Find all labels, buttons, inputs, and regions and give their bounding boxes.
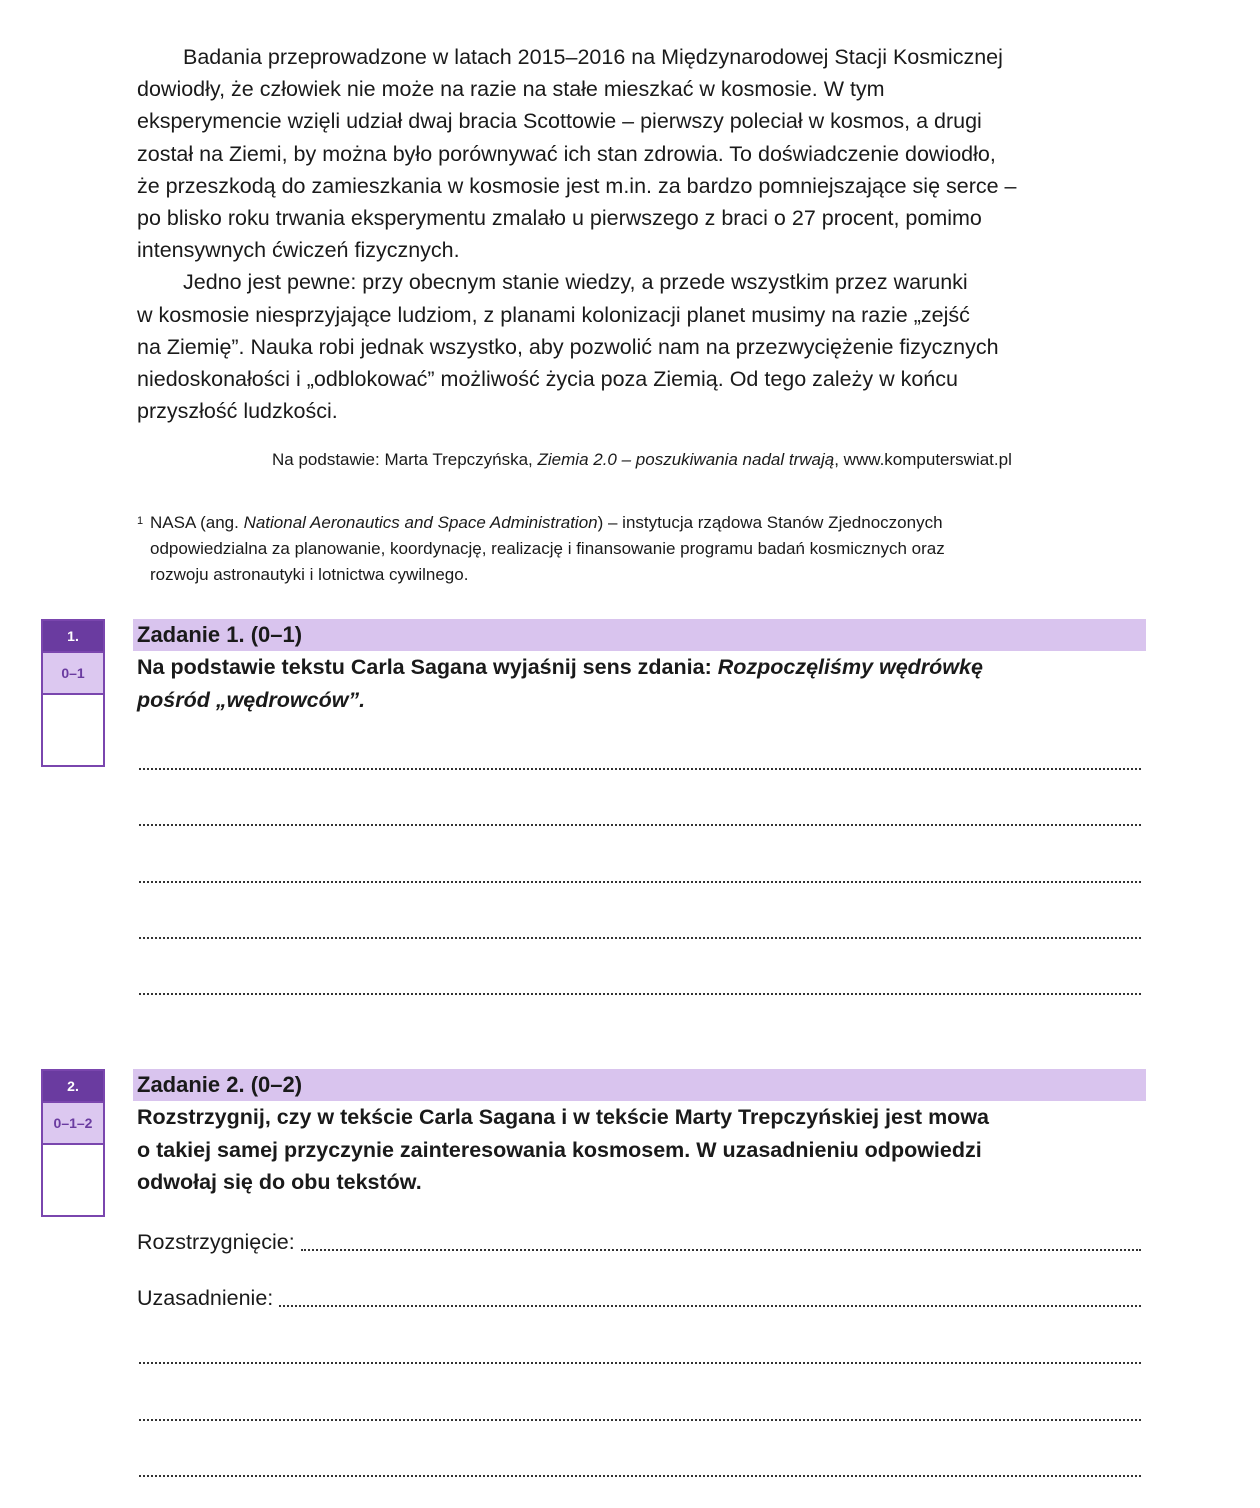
answer-line[interactable] (139, 881, 1141, 883)
passage (137, 41, 1147, 427)
task-2-header: Zadanie 2. (0–2) (133, 1069, 1146, 1101)
source-title: Ziemia 2.0 – poszukiwania nadal trwają (537, 450, 835, 469)
source-prefix: Na podstawie: Marta Trepczyńska, (272, 450, 538, 469)
decision-line[interactable] (137, 1230, 1141, 1255)
footnote-line: NASA (ang. National Aeronautics and Space Administration) – instytucja rządowa Stanów Zjednoczonych (150, 513, 943, 532)
answer-line[interactable] (139, 1475, 1141, 1477)
task-number: 2. (43, 1071, 103, 1101)
task-1-prompt: Na podstawie tekstu Carla Sagana wyjaśnij sens zdania: Rozpoczęliśmy wędrówkę pośród „wędrowców”. (137, 655, 983, 712)
passage-line: na Ziemię”. Nauka robi jednak wszystko, aby pozwolić nam na przezwyciężenie fizycznych (137, 334, 999, 359)
source-suffix: , www.komputerswiat.pl (834, 450, 1012, 469)
score-box-task-1 (41, 619, 105, 767)
score-box-task-2 (41, 1069, 105, 1217)
decision-label: Rozstrzygnięcie: (137, 1230, 295, 1254)
task-points: 0–1–2 (43, 1101, 103, 1145)
answer-line[interactable] (139, 824, 1141, 826)
answer-line[interactable] (139, 1362, 1141, 1364)
passage-line: eksperymencie wzięli udział dwaj bracia Scottowie – pierwszy poleciał w kosmos, a drugi (137, 109, 982, 134)
footnote-line: rozwoju astronautyki i lotnictwa cywilnego. (150, 565, 469, 584)
justification-label: Uzasadnienie: (137, 1286, 274, 1310)
footnote-line: odpowiedzialna za planowanie, koordynację, realizację i finansowanie programu badań kosmicznych oraz (150, 539, 945, 558)
passage-line: przyszłość ludzkości. (137, 399, 338, 424)
footnote-marker: 1 (137, 515, 144, 527)
passage-line: Badania przeprowadzone w latach 2015–2016 na Międzynarodowej Stacji Kosmicznej (183, 45, 1003, 69)
passage-line: niedoskonałości i „odblokować” możliwość życia poza Ziemią. Od tego zależy w końcu (137, 367, 958, 392)
score-field[interactable] (43, 695, 103, 765)
decision-answer-line[interactable] (301, 1249, 1141, 1251)
passage-line: po blisko roku trwania eksperymentu zmalało u pierwszego z braci o 27 procent, pomimo (137, 206, 982, 231)
answer-line[interactable] (139, 1419, 1141, 1421)
answer-line[interactable] (139, 768, 1141, 770)
task-points: 0–1 (43, 651, 103, 695)
passage-line: dowiodły, że człowiek nie może na razie na stałe mieszkać w kosmosie. W tym (137, 77, 885, 102)
answer-line[interactable] (139, 937, 1141, 939)
justification-line[interactable] (137, 1286, 1141, 1311)
passage-line: intensywnych ćwiczeń fizycznych. (137, 238, 460, 263)
source-citation (272, 450, 1012, 470)
passage-line: Jedno jest pewne: przy obecnym stanie wiedzy, a przede wszystkim przez warunki (183, 270, 968, 295)
task-2-prompt: Rozstrzygnij, czy w tekście Carla Sagana i w tekście Marty Trepczyńskiej jest mowa o takiej samej przyczynie zainteresowania kosmosem. W uzasadnieniu odpowiedzi odwołaj się do obu tekstów. (137, 1105, 990, 1194)
justification-answer-line[interactable] (279, 1305, 1141, 1307)
answer-line[interactable] (139, 993, 1141, 995)
task-number: 1. (43, 621, 103, 651)
passage-line: został na Ziemi, by można było porównywać ich stan zdrowia. To doświadczenie dowiodło, (137, 141, 996, 166)
footnote (137, 510, 945, 588)
score-field[interactable] (43, 1145, 103, 1215)
task-1-header: Zadanie 1. (0–1) (133, 619, 1146, 651)
passage-line: że przeszkodą do zamieszkania w kosmosie jest m.in. za bardzo pomniejszające się serce – (137, 173, 1017, 198)
passage-line: w kosmosie niesprzyjające ludziom, z planami kolonizacji planet musimy na razie „zejść (137, 302, 970, 327)
